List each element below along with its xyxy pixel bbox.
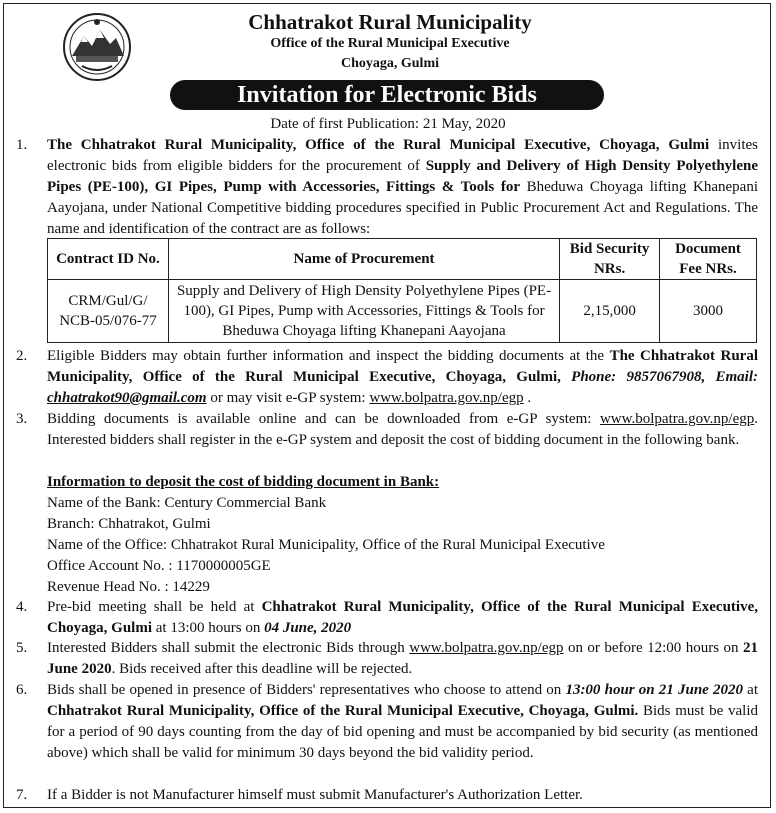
location-subtitle: Choyaga, Gulmi — [340, 56, 439, 71]
bid-security-cell: 2,15,000 — [560, 280, 660, 343]
item-text — [47, 638, 758, 680]
text: on or before 12:00 hours on — [563, 640, 743, 656]
bold-text: Chhatrakot Rural Municipality, Office of the Rural Municipal Executive, Choyaga, Gulmi. — [47, 703, 639, 719]
publication-date: Date of first Publication: 21 May, 2020 — [270, 116, 506, 132]
list-item-5 — [10, 638, 758, 680]
contract-id-cell: CRM/Gul/G/ NCB-05/076-77 — [48, 280, 169, 343]
text: or may visit e-GP system: — [206, 390, 370, 406]
text: Bids shall be opened in presence of Bidders' representatives who choose to attend on — [47, 682, 566, 698]
phone-label: Phone: 9857067908, — [571, 369, 706, 385]
office-subtitle: Office of the Rural Municipal Executive — [270, 36, 510, 51]
list-item-3 — [10, 409, 758, 473]
table-header: Bid Security NRs. — [560, 239, 660, 280]
text: Bidding documents is available online and can be downloaded from e-GP system: — [47, 411, 600, 427]
deadline-date: 21 June 2020 — [47, 640, 758, 677]
text: . Interested bidders shall register in the e-GP system and deposit the cost of bidding document in the following bank. — [47, 411, 758, 448]
table-row — [48, 280, 757, 343]
item-number: 3. — [16, 411, 28, 427]
text: Interested Bidders shall submit the electronic Bids through — [47, 640, 410, 656]
text: invites electronic bids from eligible bidders for the procurement of — [47, 137, 758, 174]
list-item-6 — [10, 680, 758, 785]
text: Bheduwa Choyaga lifting Khanepani Aayojana, under National Competitive bidding procedures specified in Public Procurement Act and Regulations. The name and identification of the contract are as follows: — [47, 179, 758, 237]
text: . Bids received after this deadline will be rejected. — [111, 661, 413, 677]
item-number: 4. — [16, 599, 28, 615]
bank-line: Name of the Bank: Century Commercial Bank — [47, 495, 327, 511]
list-item-2 — [10, 346, 758, 410]
email-label: Email: — [715, 369, 758, 385]
list-item-4 — [10, 597, 758, 639]
table-header: Name of Procurement — [168, 239, 559, 280]
egp-link[interactable]: www.bolpatra.gov.np/egp — [409, 640, 564, 656]
item-number: 2. — [16, 348, 28, 364]
bank-info — [47, 472, 605, 598]
bank-line: Office Account No. : 1170000005GE — [47, 558, 271, 574]
text: Pre-bid meeting shall be held at — [47, 599, 262, 615]
item-number: 1. — [16, 137, 28, 153]
item-text — [47, 409, 758, 451]
text: . — [523, 390, 532, 406]
list-item-7 — [10, 785, 758, 806]
document-fee-cell: 3000 — [660, 280, 757, 343]
pre-bid-date: 04 June, 2020 — [264, 620, 352, 636]
text: Bids must be valid for a period of 90 days counting from the day of bid opening and must be accompanied by bid security (as mentioned above) which shall be valid for minimum 30 days beyond the bid validity period. — [47, 703, 758, 761]
text: If a Bidder is not Manufacturer himself must submit Manufacturer's Authorization Letter. — [47, 787, 583, 803]
table-header: Document Fee NRs. — [660, 239, 757, 280]
text: Eligible Bidders may obtain further information and inspect the bidding documents at the — [47, 348, 610, 364]
table-header: Contract ID No. — [48, 239, 169, 280]
email-link[interactable]: chhatrakot90@gmail.com — [47, 390, 207, 406]
egp-link[interactable]: www.bolpatra.gov.np/egp — [369, 390, 524, 406]
item-text — [47, 135, 758, 240]
bank-line: Branch: Chhatrakot, Gulmi — [47, 516, 211, 532]
text: at — [743, 682, 758, 698]
list-item-1 — [10, 135, 758, 235]
item-number: 7. — [16, 787, 28, 803]
item-text — [47, 785, 758, 806]
bold-text: Chhatrakot Rural Municipality, Office of the Rural Municipal Executive, Choyaga, Gulmi — [47, 599, 758, 636]
procurement-name-cell: Supply and Delivery of High Density Polyethylene Pipes (PE-100), GI Pipes, Pump with Accessories, Fittings & Tools for Bheduwa Choyaga lifting Khanepani Aayojana — [168, 280, 559, 343]
item-number: 5. — [16, 640, 28, 656]
item-text — [47, 346, 758, 409]
bold-text: The Chhatrakot Rural Municipality, Office of the Rural Municipal Executive, Choyaga, Gulmi, — [47, 348, 758, 385]
text: at 13:00 hours on — [152, 620, 265, 636]
municipality-emblem-logo — [62, 12, 132, 82]
bank-heading: Information to deposit the cost of bidding document in Bank: — [47, 474, 440, 490]
table-header-row — [48, 239, 757, 280]
item-number: 6. — [16, 682, 28, 698]
contract-table — [47, 238, 757, 343]
bank-line: Name of the Office: Chhatrakot Rural Municipality, Office of the Rural Municipal Executive — [47, 537, 605, 553]
bold-text: The Chhatrakot Rural Municipality, Office of the Rural Municipal Executive, Choyaga, Gulmi — [47, 137, 710, 153]
invitation-banner: Invitation for Electronic Bids — [170, 80, 604, 110]
bank-line: Revenue Head No. : 14229 — [47, 579, 210, 595]
egp-link[interactable]: www.bolpatra.gov.np/egp — [599, 411, 755, 427]
opening-date: 13:00 hour on 21 June 2020 — [565, 682, 743, 698]
item-text — [47, 680, 758, 764]
bold-text: Supply and Delivery of High Density Polyethylene Pipes (PE-100), GI Pipes, Pump with Accessories, Fittings & Tools for — [47, 158, 758, 195]
org-title: Chhatrakot Rural Municipality — [248, 10, 532, 34]
item-text — [47, 597, 758, 639]
